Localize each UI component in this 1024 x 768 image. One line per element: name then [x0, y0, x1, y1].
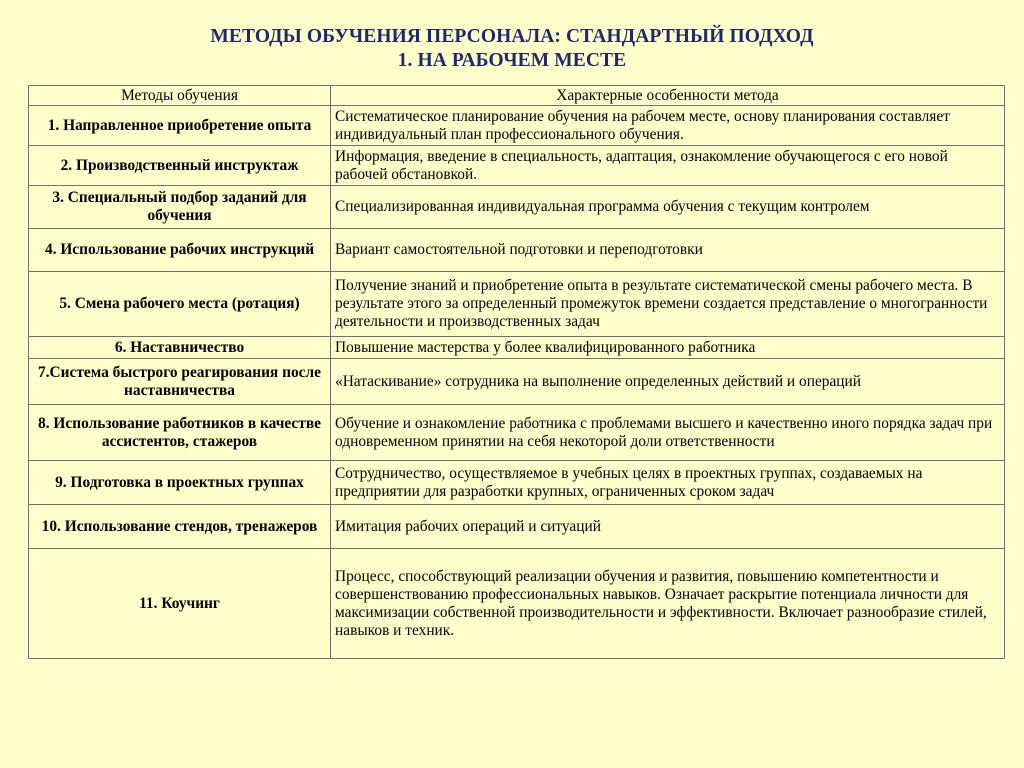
description-cell: Получение знаний и приобретение опыта в результате систематической смены рабочего места. В результате этого за определенный промежуток времени создается представление о многогранности деятельности и производственных задач	[331, 272, 1005, 337]
table-row	[29, 359, 1005, 405]
method-cell: 9. Подготовка в проектных группах	[29, 461, 331, 505]
method-cell: 11. Коучинг	[29, 549, 331, 659]
method-cell: 8. Использование работников в качестве ассистентов, стажеров	[29, 405, 331, 461]
table-row	[29, 405, 1005, 461]
method-cell: 7.Система быстрого реагирования после наставничества	[29, 359, 331, 405]
method-cell: 5. Смена рабочего места (ротация)	[29, 272, 331, 337]
description-cell: Имитация рабочих операций и ситуаций	[331, 505, 1005, 549]
description-cell: Вариант самостоятельной подготовки и переподготовки	[331, 229, 1005, 272]
description-cell: «Натаскивание» сотрудника на выполнение определенных действий и операций	[331, 359, 1005, 405]
method-cell: 3. Специальный подбор заданий для обучения	[29, 186, 331, 229]
description-cell: Информация, введение в специальность, адаптация, ознакомление обучающегося с его новой рабочей обстановкой.	[331, 146, 1005, 186]
table-row	[29, 186, 1005, 229]
page-title	[0, 25, 1024, 73]
table-row	[29, 461, 1005, 505]
method-cell: 1. Направленное приобретение опыта	[29, 106, 331, 146]
header-methods: Методы обучения	[29, 86, 331, 106]
method-cell: 4. Использование рабочих инструкций	[29, 229, 331, 272]
table-header-row	[29, 86, 1005, 106]
table-row	[29, 106, 1005, 146]
description-cell: Сотрудничество, осуществляемое в учебных целях в проектных группах, создаваемых на предприятии для разработки крупных, ограниченных сроком задач	[331, 461, 1005, 505]
table-row	[29, 549, 1005, 659]
method-cell: 2. Производственный инструктаж	[29, 146, 331, 186]
methods-table	[28, 85, 1005, 659]
table-row	[29, 337, 1005, 359]
table-row	[29, 146, 1005, 186]
header-features: Характерные особенности метода	[331, 86, 1005, 106]
table-row	[29, 272, 1005, 337]
title-line-2: 1. НА РАБОЧЕМ МЕСТЕ	[397, 50, 627, 71]
table-row	[29, 229, 1005, 272]
description-cell: Обучение и ознакомление работника с проблемами высшего и качественно иного порядка задач при одновременном принятии на себя некоторой доли ответственности	[331, 405, 1005, 461]
title-line-1: МЕТОДЫ ОБУЧЕНИЯ ПЕРСОНАЛА: СТАНДАРТНЫЙ ПОДХОД	[210, 26, 814, 47]
description-cell: Систематическое планирование обучения на рабочем месте, основу планирования составляет индивидуальный план профессионального обучения.	[331, 106, 1005, 146]
description-cell: Повышение мастерства у более квалифицированного работника	[331, 337, 1005, 359]
description-cell: Специализированная индивидуальная программа обучения с текущим контролем	[331, 186, 1005, 229]
description-cell: Процесс, способствующий реализации обучения и развития, повышению компетентности и совершенствованию профессиональных навыков. Означает раскрытие потенциала личности для максимизации собственной производительности и эффективности. Включает разнообразие стилей, навыков и техник.	[331, 549, 1005, 659]
table-row	[29, 505, 1005, 549]
method-cell: 6. Наставничество	[29, 337, 331, 359]
method-cell: 10. Использование стендов, тренажеров	[29, 505, 331, 549]
